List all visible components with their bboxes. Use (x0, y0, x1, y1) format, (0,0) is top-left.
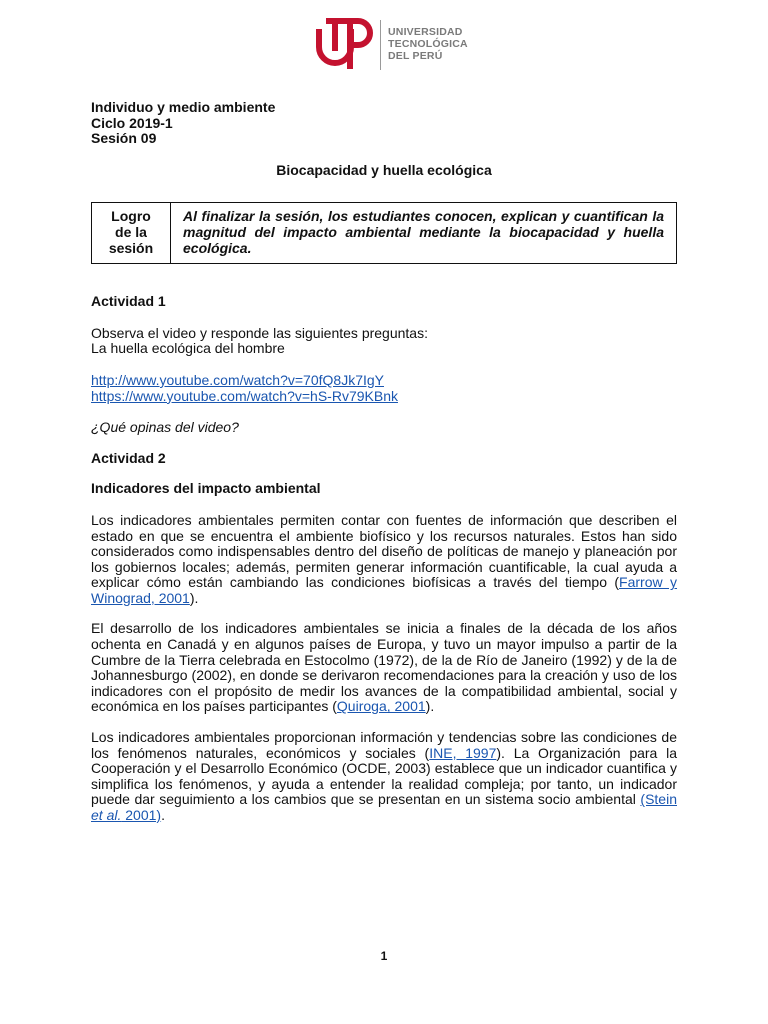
logo-line-1: UNIVERSIDAD (388, 26, 463, 38)
activity-2-heading: Actividad 2 (91, 449, 166, 466)
page-number: 1 (380, 949, 388, 963)
paragraph-3-end: . (161, 807, 165, 823)
university-name (388, 26, 468, 62)
cycle: Ciclo 2019-1 (91, 114, 173, 131)
video-link-2[interactable]: https://www.youtube.com/watch?v=hS-Rv79KBnk (91, 387, 398, 404)
logro-table (91, 202, 677, 264)
paragraph-1-text: Los indicadores ambientales permiten contar con fuentes de información que describen el estado en que se encuentra el ambiente biofísico y los recursos naturales. Estos han sido considerados como indispensables dentro del diseño de políticas de manejo y planeación por los gobiernos locales; además, permiten generar información cuantificable, la cual ayuda a explicar cómo están cambiando las condiciones biofísicas a través del tiempo ( (91, 511, 677, 591)
citation-stein-b: 2001) (121, 807, 162, 823)
video-title: La huella ecológica del hombre (91, 340, 285, 357)
logro-label: Logro de la sesión (92, 203, 171, 264)
document-title: Biocapacidad y huella ecológica (276, 161, 492, 178)
citation-quiroga[interactable]: Quiroga, 2001 (336, 698, 426, 715)
session: Sesión 09 (91, 130, 157, 147)
course-name: Individuo y medio ambiente (91, 99, 276, 115)
citation-stein-a: (Stein (640, 791, 677, 808)
citation-stein-italic: et al. (91, 807, 122, 823)
document-body (91, 100, 677, 824)
activity-1-heading: Actividad 1 (91, 293, 166, 310)
paragraph-3 (91, 730, 677, 824)
citation-ine[interactable]: INE, 1997 (429, 744, 497, 761)
activity-2-subheading: Indicadores del impacto ambiental (91, 480, 321, 497)
activity-1-question: ¿Qué opinas del video? (91, 419, 239, 436)
logo-line-3: DEL PERÚ (388, 50, 443, 62)
activity-1-instruction: Observa el video y responde las siguientes preguntas: (91, 324, 428, 341)
paragraph-1-end: ). (189, 589, 199, 606)
paragraph-3-text-b: ). La Organización para la Cooperación y el Desarrollo Económico (OCDE, 2003) establece que un indicador cuantifica y simplifica los fenómenos, y ayuda a entender la realidad compleja; por tanto, un indicador puede dar seguimiento a los cambios que se presentan en un sistema socio ambiental (91, 744, 678, 808)
logo-line-2: TECNOLÓGICA (388, 38, 468, 50)
logo-divider (380, 20, 381, 70)
paragraph-2-text: El desarrollo de los indicadores ambientales se inicia a finales de la década de los años ochenta en Canadá y en algunos países de Europa, y tuvo un mayor impulso a partir de la Cumbre de la Tierra celebrada en Estocolmo (1972), de la de Río de Janeiro (1992) y de la de Johannesburgo (2002), en donde se derivaron recomendaciones para la creación y uso de los indicadores con el propósito de medir los avances de la compatibilidad ambiental, social y económica en los países participantes ( (91, 620, 677, 715)
video-link-1[interactable]: http://www.youtube.com/watch?v=70fQ8Jk7IgY (91, 371, 384, 388)
paragraph-2-end: ). (425, 698, 435, 715)
paragraph-1 (91, 513, 677, 607)
citation-farrow[interactable]: Farrow y Winograd, 2001 (91, 574, 678, 606)
paragraph-3-text-a: Los indicadores ambientales proporcionan información y tendencias sobre las condiciones de los fenómenos naturales, económicos y sociales ( (91, 729, 677, 761)
paragraph-2 (91, 621, 677, 715)
logro-text: Al finalizar la sesión, los estudiantes conocen, explican y cuantifican la magnitud del impacto ambiental mediante la biocapacidad y huella ecológica. (171, 203, 677, 264)
